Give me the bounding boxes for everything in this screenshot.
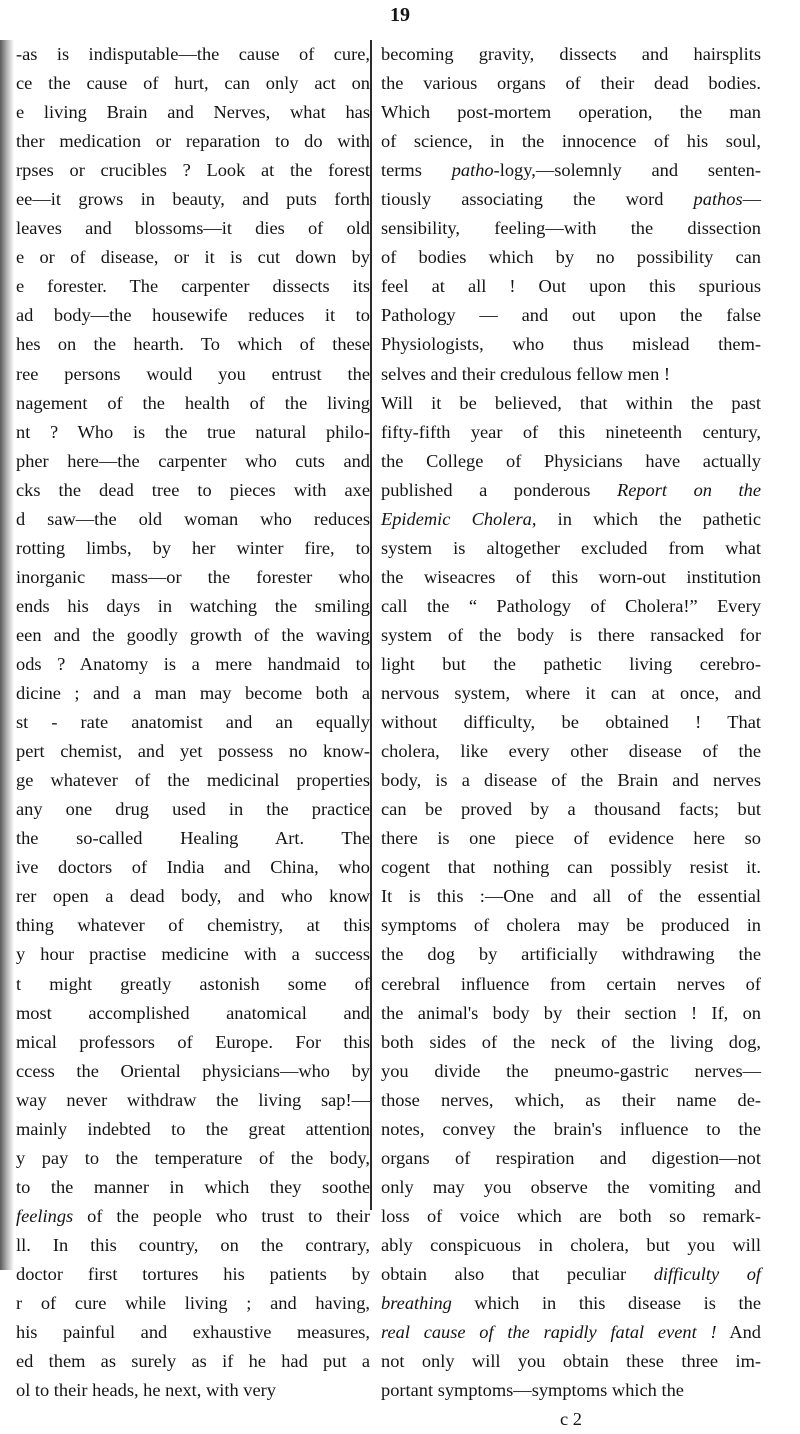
text-line: can be proved by a thousand facts; but: [381, 799, 761, 820]
text-line: becoming gravity, dissects and hairsplits: [381, 44, 761, 64]
text-line: hes on the hearth. To which of these: [16, 334, 370, 355]
text-line: organs of respiration and digestion—not: [381, 1147, 761, 1168]
left-text-column: [16, 40, 370, 1405]
text-line: those nerves, which, as their name de-: [381, 1089, 761, 1110]
text-line: ad body—the housewife reduces it to: [16, 305, 370, 326]
text-line: ther medication or reparation to do with: [16, 131, 370, 152]
text-line: ed them as surely as if he had put a: [16, 1351, 370, 1372]
text-line: notes, convey the brain's influence to the: [381, 1118, 761, 1139]
text-line: sensibility, feeling—with the dissection: [381, 218, 761, 239]
text-line: ccess the Oriental physicians—who by: [16, 1060, 370, 1081]
text-line: ree persons would you entrust the: [16, 363, 370, 384]
text-line: light but the pathetic living cerebro-: [381, 653, 761, 674]
text-line: cogent that nothing can possibly resist it.: [381, 857, 761, 878]
text-line: there is one piece of evidence here so: [381, 828, 761, 849]
text-line: e forester. The carpenter dissects its: [16, 276, 370, 297]
text-line: Which post-mortem operation, the man: [381, 102, 761, 123]
text-line: ol to their heads, he next, with very: [16, 1380, 276, 1401]
text-line: without difficulty, be obtained ! That: [381, 712, 761, 733]
text-line: both sides of the neck of the living dog,: [381, 1031, 761, 1052]
text-line: most accomplished anatomical and: [16, 1002, 370, 1023]
text-line: not only will you obtain these three im-: [381, 1351, 761, 1372]
text-line: nagement of the health of the living: [16, 392, 370, 413]
text-line: terms patho-logy,—solemnly and senten-: [381, 160, 761, 181]
text-line: his painful and exhaustive measures,: [16, 1322, 370, 1343]
text-line: of science, in the innocence of his soul,: [381, 131, 761, 152]
text-line: system of the body is there ransacked for: [381, 624, 761, 645]
text-line: the so-called Healing Art. The: [16, 828, 370, 849]
text-line: ive doctors of India and China, who: [16, 857, 370, 878]
text-line: rpses or crucibles ? Look at the forest: [16, 160, 370, 181]
column-divider: [370, 40, 372, 1210]
text-line: way never withdraw the living sap!—: [16, 1089, 370, 1110]
text-line: tiously associating the word pathos—: [381, 189, 761, 210]
text-line: e or of disease, or it is cut down by: [16, 247, 370, 268]
text-line: ll. In this country, on the contrary,: [16, 1234, 370, 1255]
text-line: st - rate anatomist and an equally: [16, 712, 370, 733]
text-line: t might greatly astonish some of: [16, 973, 370, 994]
text-line: cholera, like every other disease of the: [381, 741, 761, 762]
text-line: cerebral influence from certain nerves of: [381, 973, 761, 994]
signature-mark: c 2: [560, 1409, 582, 1430]
text-line: y hour practise medicine with a success: [16, 944, 370, 965]
text-line: you divide the pneumo-gastric nerves—: [381, 1060, 761, 1081]
text-line: mical professors of Europe. For this: [16, 1031, 370, 1052]
text-line: dicine ; and a man may become both a: [16, 683, 370, 704]
text-line: leaves and blossoms—it dies of old: [16, 218, 370, 239]
text-line: y pay to the temperature of the body,: [16, 1147, 370, 1168]
text-line: pher here—the carpenter who cuts and: [16, 450, 370, 471]
text-line: e living Brain and Nerves, what has: [16, 102, 370, 123]
text-line: ge whatever of the medicinal properties: [16, 770, 370, 791]
right-text-column: [381, 40, 761, 1434]
text-line: ably conspicuous in cholera, but you will: [381, 1234, 761, 1255]
text-line: r of cure while living ; and having,: [16, 1293, 370, 1314]
text-line: een and the goodly growth of the waving: [16, 624, 370, 645]
text-line: system is altogether excluded from what: [381, 537, 761, 558]
text-line: Will it be believed, that within the past: [381, 392, 761, 413]
text-line: feelings of the people who trust to their: [16, 1205, 370, 1226]
text-line: cks the dead tree to pieces with axe: [16, 479, 370, 500]
text-line: selves and their credulous fellow men !: [381, 363, 671, 384]
text-line: Epidemic Cholera, in which the pathetic: [381, 508, 761, 529]
text-line: Physiologists, who thus mislead them-: [381, 334, 761, 355]
text-line: only may you observe the vomiting and: [381, 1176, 761, 1197]
text-line: any one drug used in the practice: [16, 799, 370, 820]
text-line: the animal's body by their section ! If, on: [381, 1002, 761, 1023]
text-line: nt ? Who is the true natural philo-: [16, 421, 370, 442]
text-line: loss of voice which are both so remark-: [381, 1205, 761, 1226]
text-line: doctor first tortures his patients by: [16, 1263, 370, 1284]
text-line: thing whatever of chemistry, at this: [16, 915, 370, 936]
text-line: pert chemist, and yet possess no know-: [16, 741, 370, 762]
text-line: fifty-fifth year of this nineteenth century,: [381, 421, 761, 442]
binding-gutter-shadow: [0, 40, 14, 1270]
text-line: breathing which in this disease is the: [381, 1293, 761, 1314]
text-line: -as is indisputable—the cause of cure,: [16, 44, 370, 64]
text-line: the dog by artificially withdrawing the: [381, 944, 761, 965]
text-line: ce the cause of hurt, can only act on: [16, 73, 370, 94]
text-line: ee—it grows in beauty, and puts forth: [16, 189, 370, 210]
page-number: 19: [390, 4, 410, 26]
text-line: to the manner in which they soothe: [16, 1176, 370, 1197]
text-line: body, is a disease of the Brain and nerves: [381, 770, 761, 791]
text-line: It is this :—One and all of the essential: [381, 886, 761, 907]
text-line: rotting limbs, by her winter fire, to: [16, 537, 370, 558]
text-line: of bodies which by no possibility can: [381, 247, 761, 268]
text-line: symptoms of cholera may be produced in: [381, 915, 761, 936]
text-line: Pathology — and out upon the false: [381, 305, 761, 326]
text-line: the College of Physicians have actually: [381, 450, 761, 471]
text-line: obtain also that peculiar difficulty of: [381, 1263, 761, 1284]
text-line: d saw—the old woman who reduces: [16, 508, 370, 529]
text-line: portant symptoms—symptoms which the: [381, 1380, 684, 1401]
text-line: ends his days in watching the smiling: [16, 595, 370, 616]
text-line: the wiseacres of this worn-out institution: [381, 566, 761, 587]
text-line: real cause of the rapidly fatal event ! And: [381, 1322, 761, 1343]
text-line: rer open a dead body, and who know: [16, 886, 370, 907]
text-line: published a ponderous Report on the: [381, 479, 761, 500]
text-line: mainly indebted to the great attention: [16, 1118, 370, 1139]
text-line: nervous system, where it can at once, and: [381, 683, 761, 704]
text-line: the various organs of their dead bodies.: [381, 73, 761, 94]
text-line: call the “ Pathology of Cholera!” Every: [381, 595, 761, 616]
text-line: feel at all ! Out upon this spurious: [381, 276, 761, 297]
text-line: inorganic mass—or the forester who: [16, 566, 370, 587]
text-line: ods ? Anatomy is a mere handmaid to: [16, 653, 370, 674]
